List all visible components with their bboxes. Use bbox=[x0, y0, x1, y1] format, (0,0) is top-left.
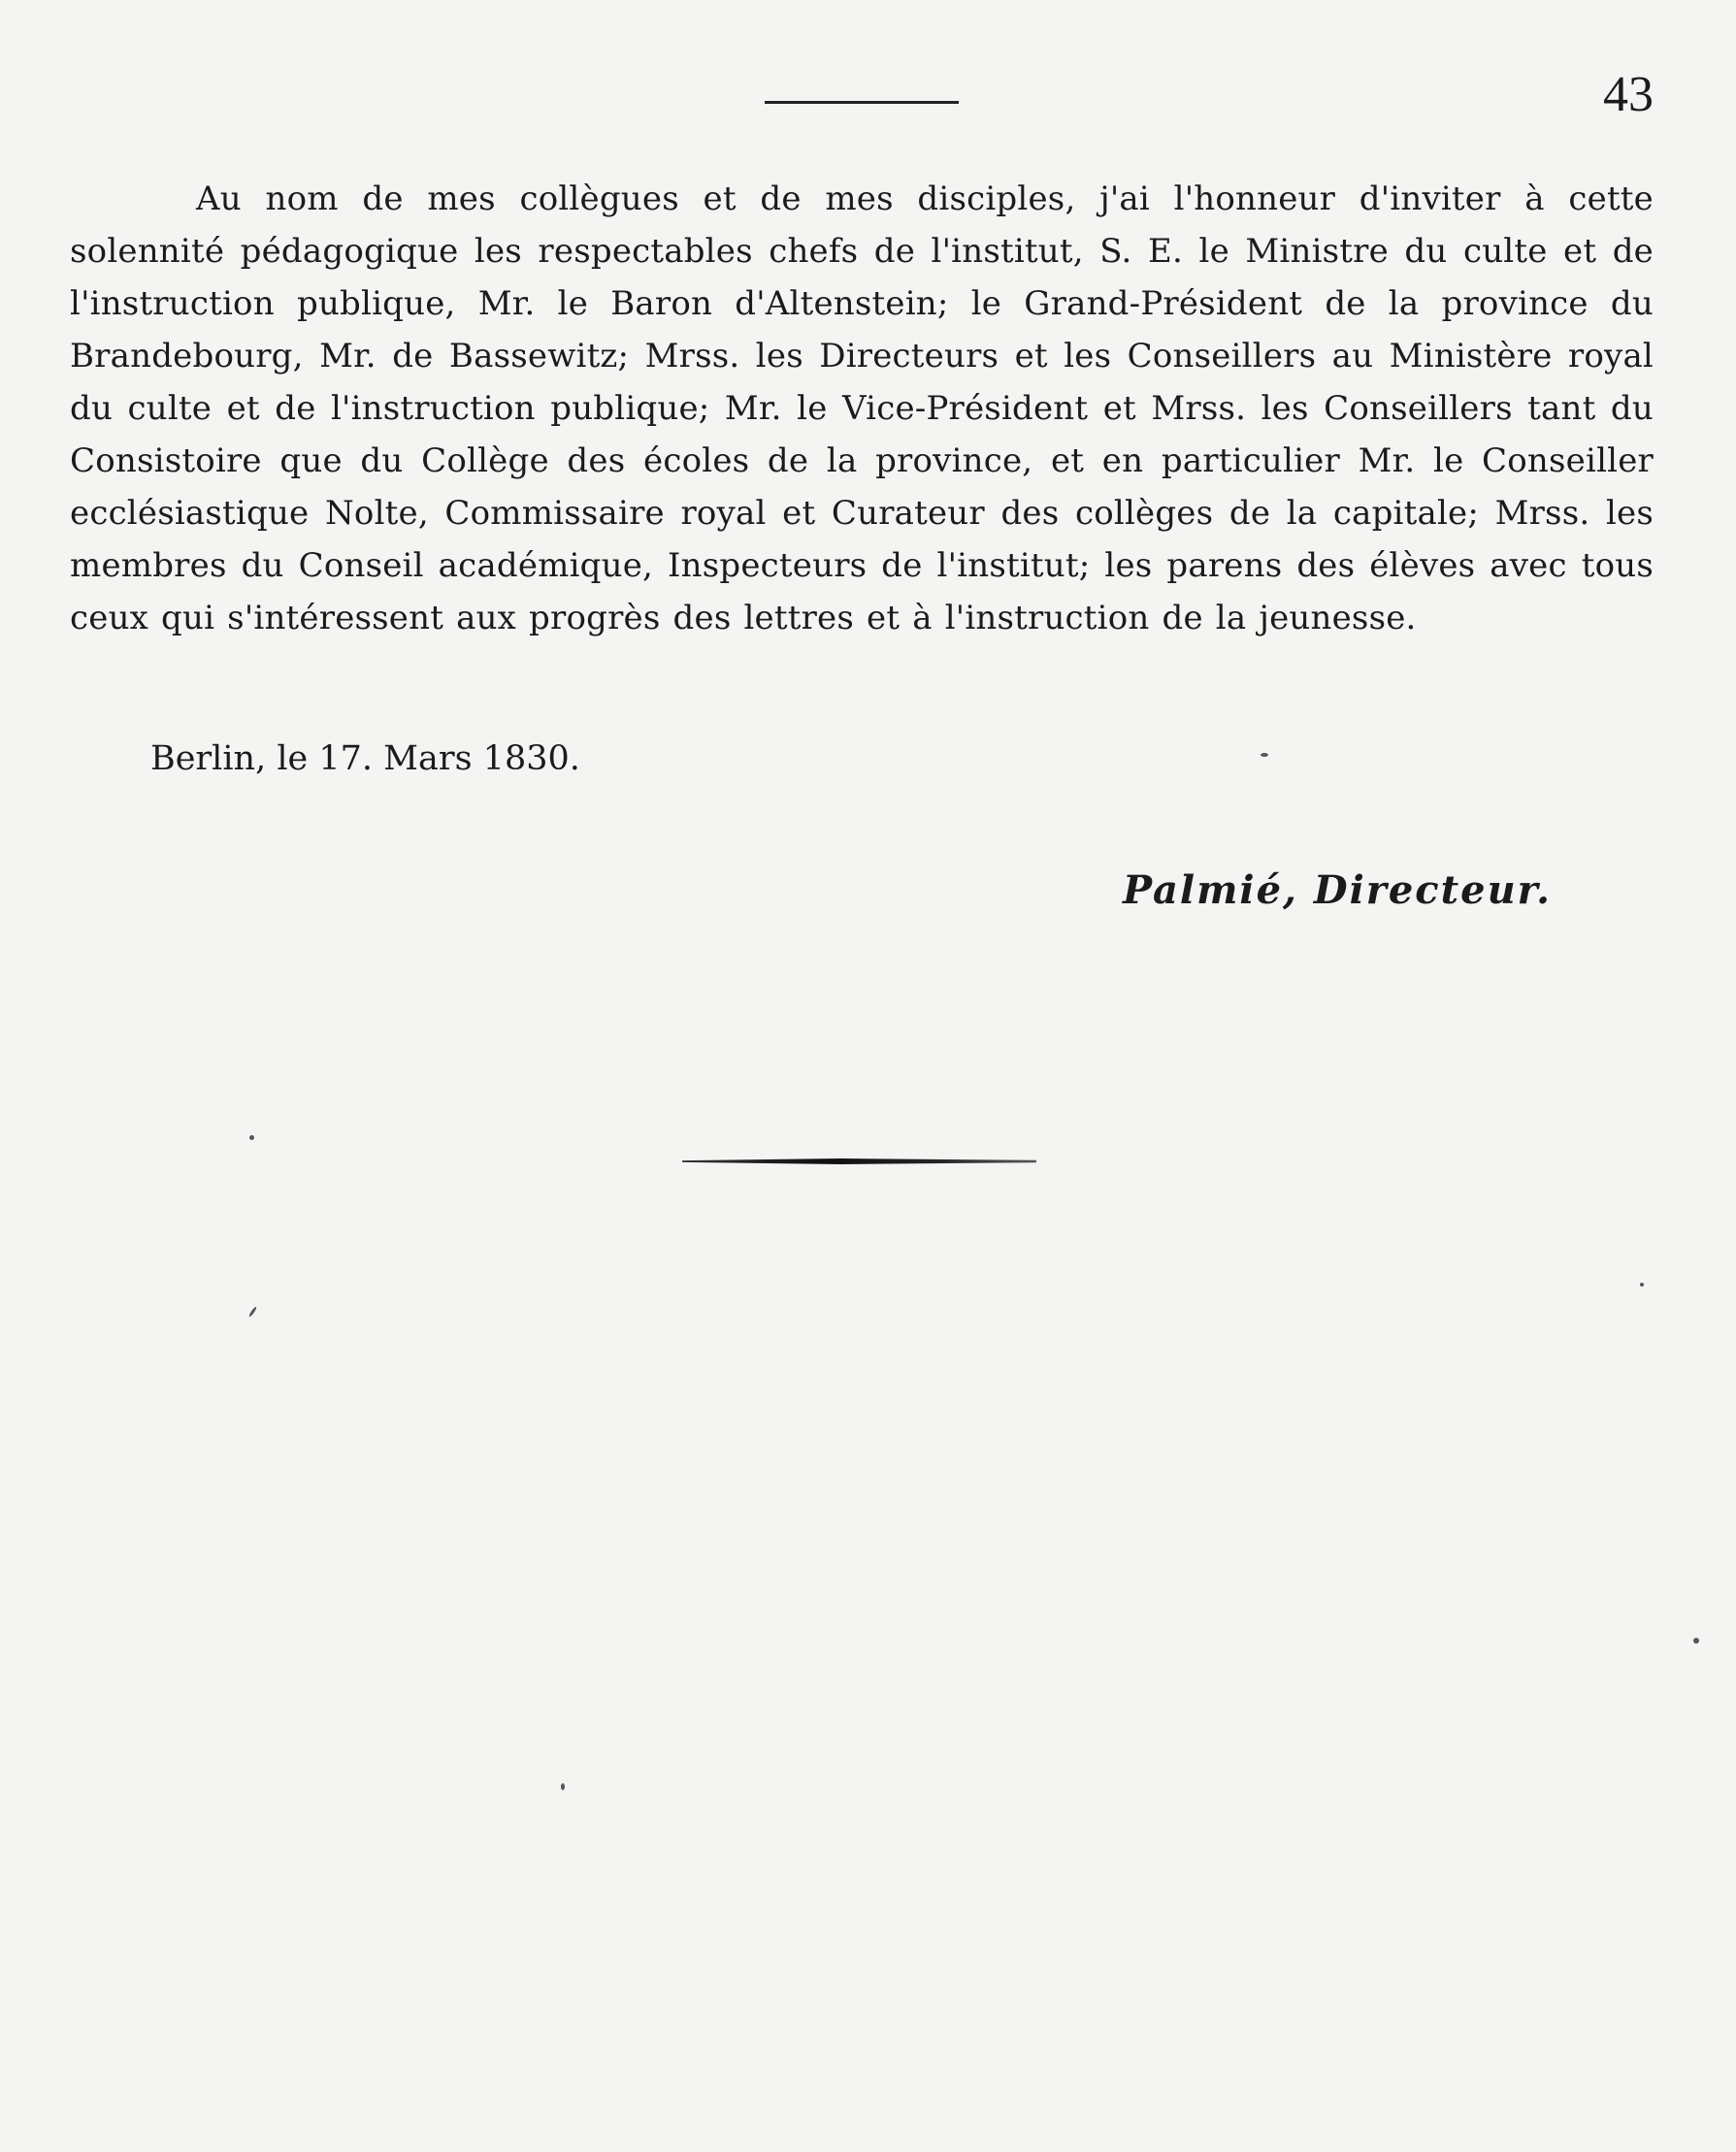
paper-speck bbox=[1693, 1638, 1699, 1644]
paper-speck bbox=[1640, 1283, 1644, 1287]
invitation-paragraph: Au nom de mes collègues et de mes disciples, j'ai l'honneur d'inviter à cette solennité pédagogique les respectables chefs de l'institut, S. E. le Ministre du culte et de l'instruction publique, Mr. le Baron d'Altenstein; le Grand-Président de la province du Brandebourg, Mr. de Bassewitz; Mrss. les Directeurs et les Conseillers au Ministère royal du culte et de l'instruction publique; Mr. le Vice-Président et Mrss. les Conseillers tant du Consistoire que du Collège des écoles de la province, et en particulier Mr. le Conseiller ecclésiastique Nolte, Commissaire royal et Curateur des collèges de la capitale; Mrss. les membres du Conseil académique, Inspecteurs de l'institut; les parens des élèves avec tous ceux qui s'intéressent aux progrès des lettres et à l'instruction de la jeunesse. bbox=[70, 179, 1654, 637]
paper-speck bbox=[248, 1306, 257, 1318]
header-rule bbox=[765, 101, 959, 104]
date-line: Berlin, le 17. Mars 1830. bbox=[150, 739, 580, 778]
paper-speck bbox=[249, 1135, 254, 1140]
footer-rule bbox=[682, 1158, 1036, 1164]
signature: Palmié, Directeur. bbox=[1122, 867, 1552, 913]
paper-speck bbox=[561, 1783, 565, 1790]
page-number: 43 bbox=[1603, 67, 1654, 122]
paper-speck bbox=[1261, 753, 1268, 757]
